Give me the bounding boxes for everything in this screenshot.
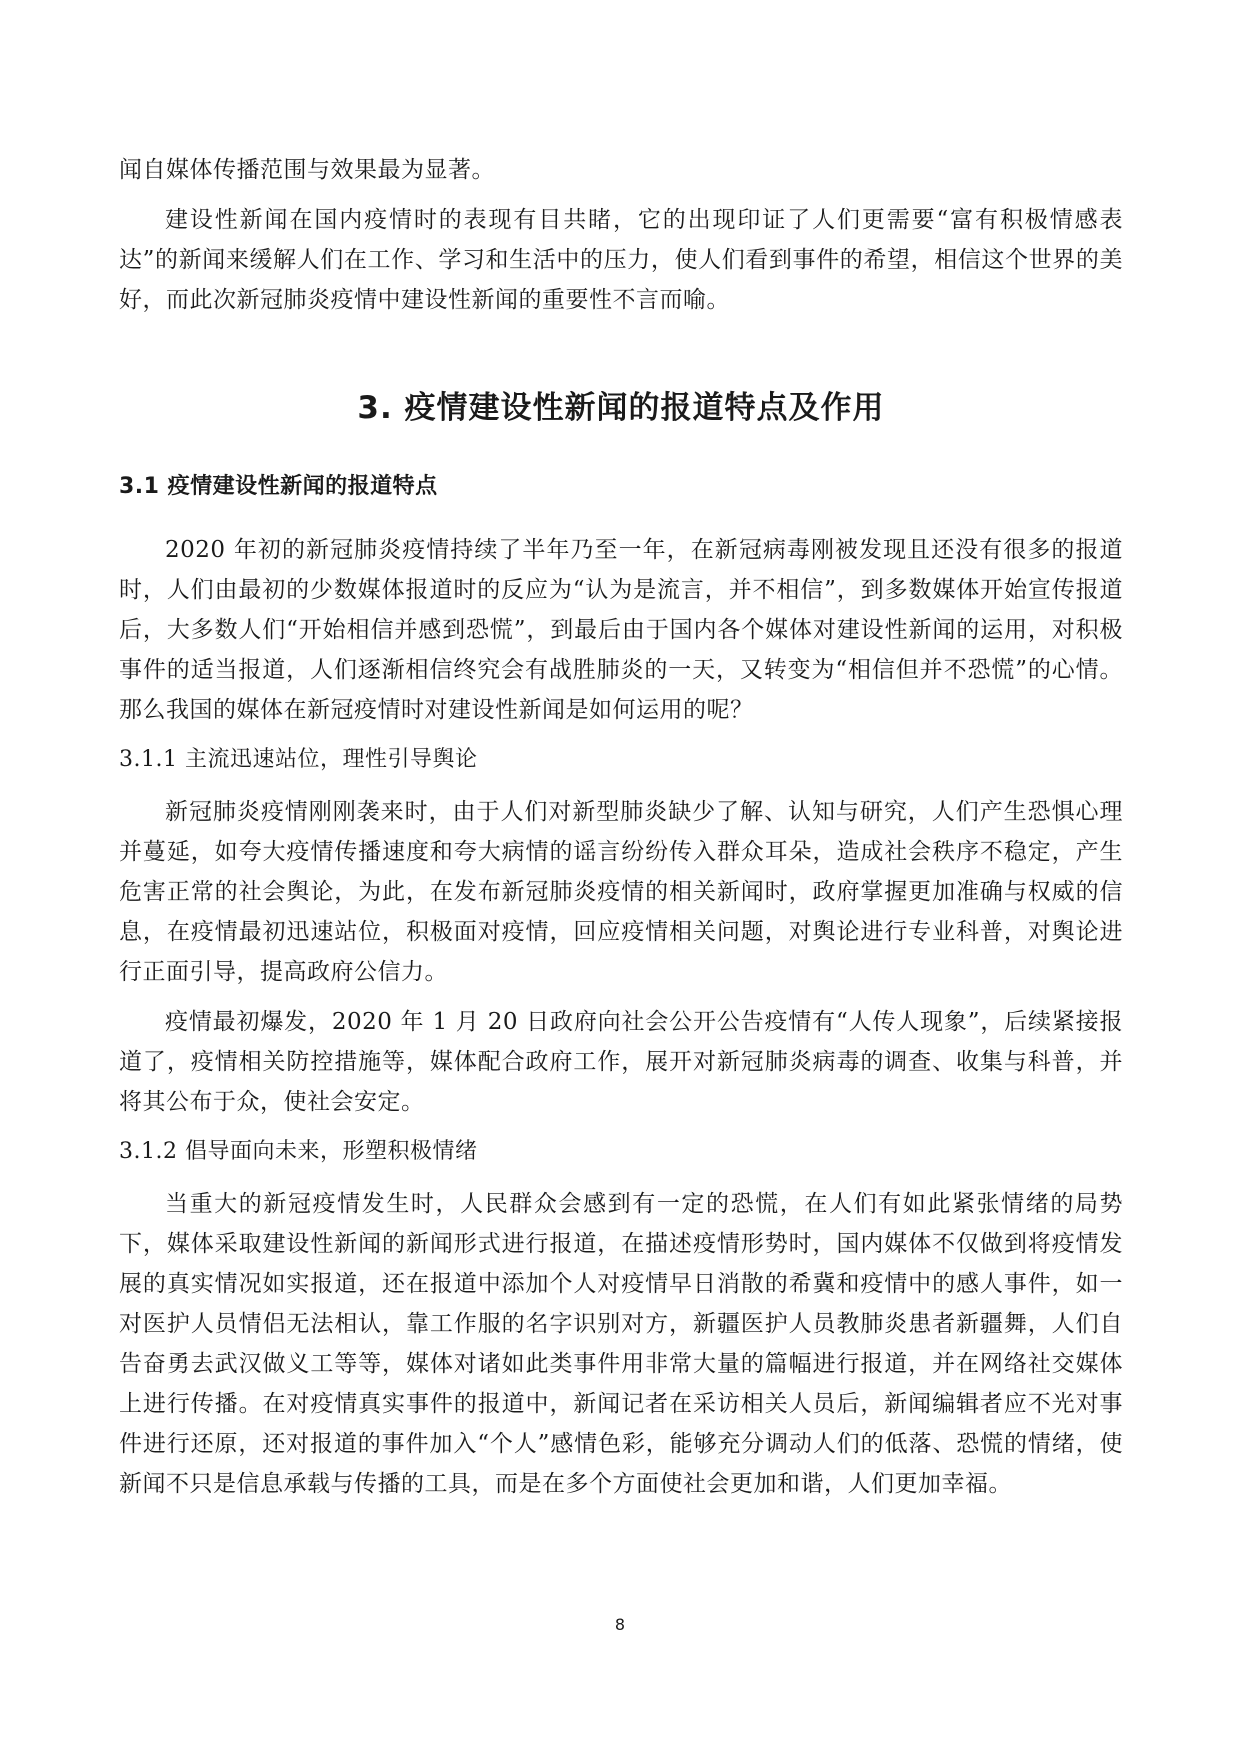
subsubsection-heading: 3.1.2 倡导面向未来，形塑积极情绪: [119, 1139, 478, 1164]
paragraph-continuation: 闻自媒体传播范围与效果最为显著。: [119, 157, 495, 183]
subsubsection-heading: 3.1.1 主流迅速站位，理性引导舆论: [119, 747, 478, 772]
paragraph: 疫情最初爆发，2020 年 1 月 20 日政府向社会公开公告疫情有“人传人现象”，后续紧接报道了，疫情相关防控措施等，媒体配合政府工作，展开对新冠肺炎病毒的调查、收集与科普，并将其公布于众，使社会安定。: [119, 1009, 1123, 1115]
page-content: [119, 150, 1123, 1504]
section-heading: 3. 疫情建设性新闻的报道特点及作用: [357, 390, 885, 426]
paragraph: 当重大的新冠疫情发生时，人民群众会感到有一定的恐慌，在人们有如此紧张情绪的局势下，媒体采取建设性新闻的新闻形式进行报道，在描述疫情形势时，国内媒体不仅做到将疫情发展的真实情况如实报道，还在报道中添加个人对疫情早日消散的希冀和疫情中的感人事件，如一对医护人员情侣无法相认，靠工作服的名字识别对方，新疆医护人员教肺炎患者新疆舞，人们自告奋勇去武汉做义工等等，媒体对诸如此类事件用非常大量的篇幅进行报道，并在网络社交媒体上进行传播。在对疫情真实事件的报道中，新闻记者在采访相关人员后，新闻编辑者应不光对事件进行还原，还对报道的事件加入“个人”感情色彩，能够充分调动人们的低落、恐慌的情绪，使新闻不只是信息承载与传播的工具，而是在多个方面使社会更加和谐，人们更加幸福。: [119, 1191, 1123, 1497]
subsection-heading: 3.1 疫情建设性新闻的报道特点: [119, 474, 438, 499]
paragraph: 建设性新闻在国内疫情时的表现有目共睹，它的出现印证了人们更需要“富有积极情感表达”的新闻来缓解人们在工作、学习和生活中的压力，使人们看到事件的希望，相信这个世界的美好，而此次新冠肺炎疫情中建设性新闻的重要性不言而喻。: [119, 207, 1123, 313]
paragraph: 新冠肺炎疫情刚刚袭来时，由于人们对新型肺炎缺少了解、认知与研究，人们产生恐惧心理并蔓延，如夸大疫情传播速度和夸大病情的谣言纷纷传入群众耳朵，造成社会秩序不稳定，产生危害正常的社会舆论，为此，在发布新冠肺炎疫情的相关新闻时，政府掌握更加准确与权威的信息，在疫情最初迅速站位，积极面对疫情，回应疫情相关问题，对舆论进行专业科普，对舆论进行正面引导，提高政府公信力。: [119, 799, 1123, 985]
page-number: 8: [614, 1615, 626, 1634]
paragraph: 2020 年初的新冠肺炎疫情持续了半年乃至一年，在新冠病毒刚被发现且还没有很多的报道时，人们由最初的少数媒体报道时的反应为“认为是流言，并不相信”，到多数媒体开始宣传报道后，大多数人们“开始相信并感到恐慌”，到最后由于国内各个媒体对建设性新闻的运用，对积极事件的适当报道，人们逐渐相信终究会有战胜肺炎的一天，又转变为“相信但并不恐慌”的心情。那么我国的媒体在新冠疫情时对建设性新闻是如何运用的呢？: [119, 537, 1123, 723]
